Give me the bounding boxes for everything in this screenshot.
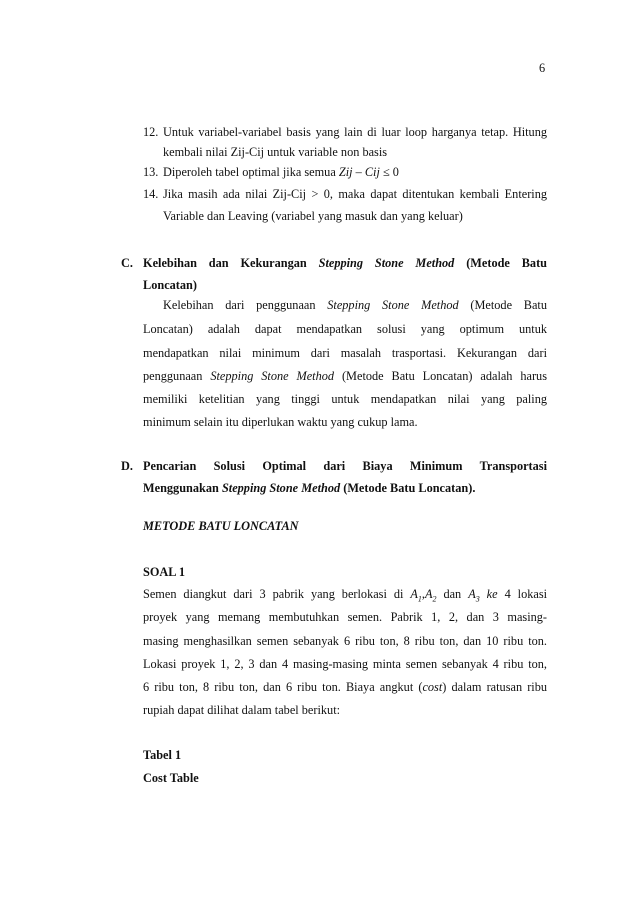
section-d-letter: D. bbox=[121, 459, 133, 473]
section-c-letter: C. bbox=[121, 256, 133, 270]
metode-title: METODE BATU LONCATAN bbox=[143, 519, 299, 533]
soal-cost-italic: cost bbox=[422, 680, 443, 694]
soal-title: SOAL 1 bbox=[143, 565, 186, 579]
section-d-heading-italic: Stepping Stone Method bbox=[221, 481, 341, 495]
table-subtitle: Cost Table bbox=[143, 771, 199, 785]
list-item-12-line1: Untuk variabel-variabel basis yang lain di luar loop harganya tetap. Hitung bbox=[163, 125, 547, 139]
section-d-heading-line2: Menggunakan Stepping Stone Method (Metode Batu Loncatan). bbox=[143, 481, 476, 495]
section-c-para-line3: mendapatkan nilai minimum dari masalah trasportasi. Kekurangan dari bbox=[143, 346, 547, 360]
table-title: Tabel 1 bbox=[143, 748, 182, 762]
list-item-13-text: Diperoleh tabel optimal jika semua bbox=[163, 165, 339, 179]
soal-line6: rupiah dapat dilihat dalam tabel berikut: bbox=[143, 703, 341, 717]
section-c-heading-tail: (Metode Batu bbox=[466, 256, 548, 270]
section-c-heading-line1 bbox=[143, 256, 547, 270]
section-c-para-line1: Kelebihan dari penggunaan Stepping Stone Method (Metode Batu bbox=[163, 298, 547, 312]
section-c-para-italic-1: Stepping Stone Method bbox=[327, 298, 459, 312]
list-item-13-number: 13. bbox=[143, 165, 159, 179]
section-c-heading-text: Kelebihan dan Kekurangan bbox=[143, 256, 307, 270]
soal-line2: proyek yang memang membutuhkan semen. Pabrik 1, 2, dan 3 masing- bbox=[143, 610, 547, 624]
soal-line3: masing menghasilkan semen sebanyak 6 ribu ton, 8 ribu ton, dan 10 ribu ton. bbox=[143, 634, 547, 648]
section-c-para-line5: memiliki ketelitian yang tinggi untuk mendapatkan nilai yang paling bbox=[143, 392, 547, 406]
section-c-para-line4: penggunaan Stepping Stone Method (Metode Batu Loncatan) adalah harus bbox=[143, 369, 547, 383]
section-c-heading-italic: Stepping Stone Method bbox=[318, 256, 455, 270]
soal-line4: Lokasi proyek 1, 2, 3 dan 4 masing-masing minta semen sebanyak 4 ribu ton, bbox=[143, 657, 547, 671]
soal-line1: Semen diangkut dari 3 pabrik yang berlokasi di $A_1,A_2$ dan $A_3$ ke 4 lokasi bbox=[143, 587, 548, 604]
page-number: 6 bbox=[539, 61, 546, 75]
list-item-14-number: 14. bbox=[143, 187, 159, 201]
soal-line5: 6 ribu ton, 8 ribu ton, dan 6 ribu ton. Biaya angkut (cost) dalam ratusan ribu bbox=[143, 680, 548, 694]
section-c-heading-line2: Loncatan) bbox=[143, 278, 197, 292]
list-item-14-line2: Variable dan Leaving (variabel yang masuk dan yang keluar) bbox=[163, 209, 463, 223]
section-c-para-line6: minimum selain itu diperlukan waktu yang cukup lama. bbox=[143, 415, 418, 429]
list-item-14-line1: Jika masih ada nilai Zij-Cij > 0, maka dapat ditentukan kembali Entering bbox=[163, 187, 547, 201]
list-item-13-formula: Zij – Cij bbox=[338, 165, 380, 179]
list-item-12-line2: kembali nilai Zij-Cij untuk variable non basis bbox=[163, 145, 388, 159]
list-item-12-number: 12. bbox=[143, 125, 159, 139]
section-c-para-italic-2: Stepping Stone Method bbox=[210, 369, 335, 383]
section-c-para-line2: Loncatan) adalah dapat mendapatkan solusi yang optimum untuk bbox=[143, 322, 547, 336]
section-d-heading-line1: Pencarian Solusi Optimal dari Biaya Minimum Transportasi bbox=[143, 459, 547, 473]
list-item-13-line1 bbox=[163, 165, 399, 179]
list-item-13-tail: ≤ 0 bbox=[379, 165, 399, 179]
